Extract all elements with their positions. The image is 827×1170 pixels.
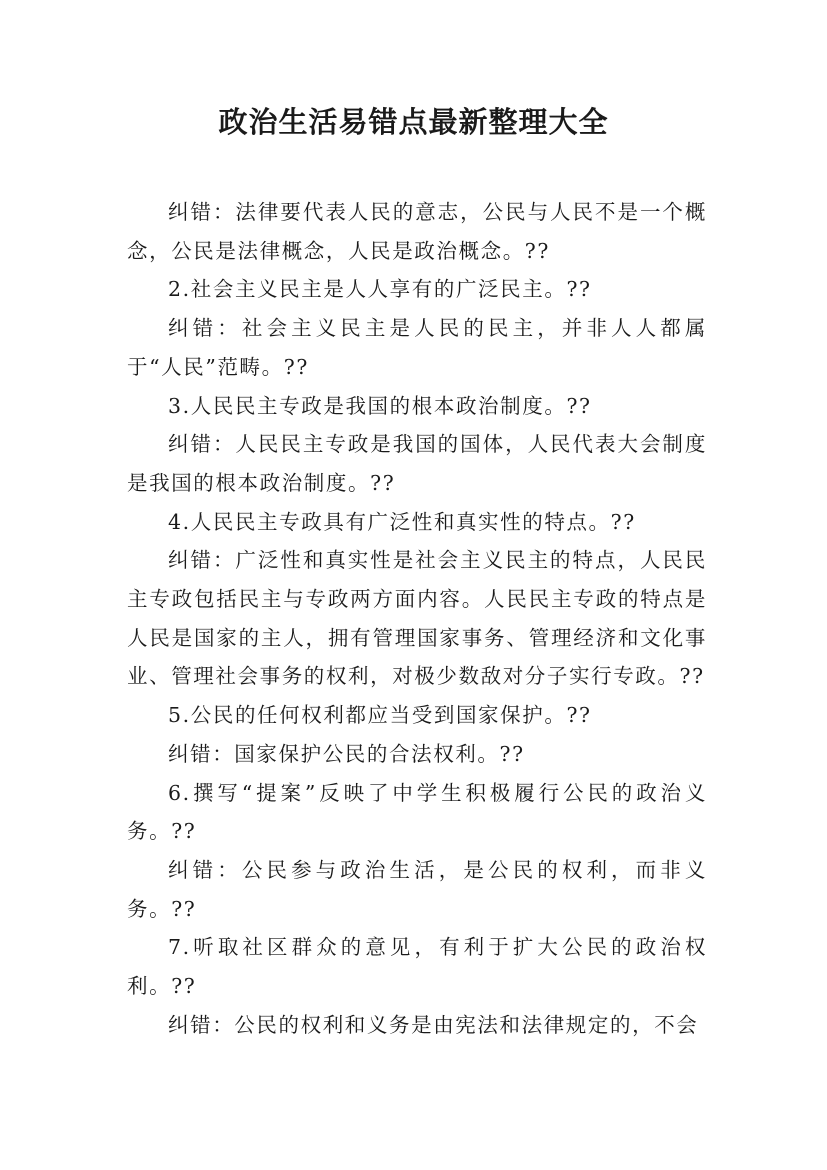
paragraph: 纠错：人民民主专政是我国的国体，人民代表大会制度是我国的根本政治制度。??	[127, 432, 707, 495]
document-title: 政治生活易错点最新整理大全	[218, 105, 609, 139]
paragraph: 纠错：国家保护公民的合法权利。??	[168, 741, 525, 766]
document-body	[127, 193, 707, 1044]
paragraph: 4.人民民主专政具有广泛性和真实性的特点。??	[168, 509, 636, 534]
paragraph: 纠错：法律要代表人民的意志，公民与人民不是一个概念，公民是法律概念，人民是政治概念。??	[127, 200, 707, 263]
paragraph: 7.听取社区群众的意见，有利于扩大公民的政治权利。??	[127, 935, 707, 999]
paragraph: 纠错：公民的权利和义务是由宪法和法律规定的，不会	[168, 1012, 699, 1037]
paragraph: 纠错：社会主义民主是人民的民主，并非人人都属于“人民”范畴。??	[127, 316, 707, 379]
paragraph: 3.人民民主专政是我国的根本政治制度。??	[168, 393, 592, 418]
paragraph: 纠错：公民参与政治生活，是公民的权利，而非义务。??	[127, 857, 707, 921]
paragraph: 5.公民的任何权利都应当受到国家保护。??	[168, 703, 592, 728]
paragraph: 纠错：广泛性和真实性是社会主义民主的特点，人民民主专政包括民主与专政两方面内容。人民民主专政的特点是人民是国家的主人，拥有管理国家事务、管理经济和文化事业、管理社会事务的权利，对极少数敌对分子实行专政。??	[127, 548, 707, 689]
paragraph: 2.社会主义民主是人人享有的广泛民主。??	[168, 277, 592, 302]
paragraph: 6.撰写“提案”反映了中学生积极履行公民的政治义务。??	[127, 780, 707, 844]
